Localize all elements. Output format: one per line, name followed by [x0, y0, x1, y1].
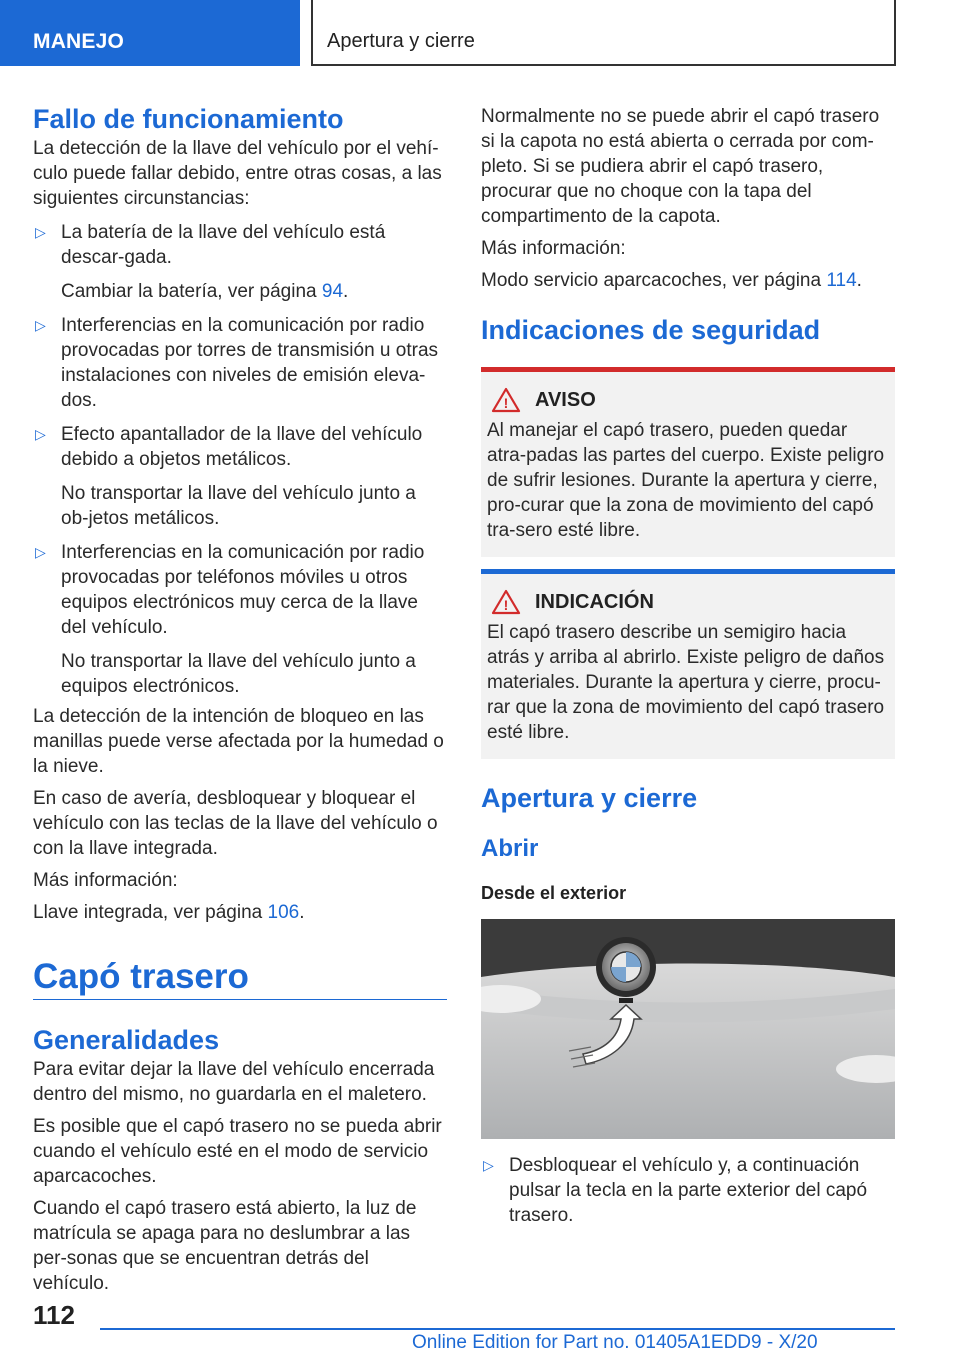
svg-text:!: !: [503, 395, 509, 411]
heading-seguridad: Indicaciones de seguridad: [481, 315, 821, 345]
section-tab: MANEJO: [0, 0, 300, 66]
bullet-icon: ▷: [35, 224, 46, 240]
list-item: [33, 220, 447, 304]
heading-exterior: Desde el exterior: [481, 883, 627, 903]
bullet-text: Interferencias en la comunicación por radio provocadas por torres de transmisión u otras instalaciones con niveles de emisión eleva-dos.: [61, 315, 439, 411]
left-column: [33, 100, 447, 1296]
gen-para-1: Para evitar dejar la llave del vehículo encerrada dentro del mismo, no guardarla en el maletero.: [33, 1059, 435, 1105]
indicacion-label: INDICACIÓN: [535, 591, 654, 613]
sub-text: Cambiar la batería, ver página: [61, 281, 322, 302]
svg-text:!: !: [503, 597, 509, 613]
mas-info-label: Más información:: [33, 870, 178, 891]
list-item: [481, 1153, 895, 1228]
chapter-title: Apertura y cierre: [311, 0, 896, 66]
bullet-subtext: No transportar la llave del vehículo junto a ob-jetos metálicos.: [61, 483, 416, 529]
fallo-intro: La detección de la llave del vehículo por el vehí-culo puede fallar debido, entre otras cosas, a las siguientes circunstancias:: [33, 138, 442, 209]
para-bloqueo: La detección de la intención de bloqueo en las manillas puede verse afectada por la humedad o la nieve.: [33, 706, 444, 777]
footer-rule: [100, 1328, 895, 1330]
ref-end: .: [856, 270, 862, 291]
indicacion-box: [481, 569, 895, 759]
list-item: [33, 313, 447, 413]
modo-reference: [481, 268, 895, 293]
gen-para-3: Cuando el capó trasero está abierto, la luz de matrícula se apaga para no deslumbrar a las per-sonas que se encuentran detrás del vehículo.: [33, 1198, 417, 1294]
right-column: [481, 104, 895, 1228]
gen-para-2: Es posible que el capó trasero no se pueda abrir cuando el vehículo esté en el modo de servicio aparcacoches.: [33, 1116, 442, 1187]
llave-reference: [33, 900, 447, 925]
page-link-106[interactable]: 106: [267, 902, 300, 923]
aviso-label: AVISO: [535, 389, 596, 411]
bullet-icon: ▷: [35, 426, 46, 442]
list-item: [33, 540, 447, 699]
bullet-text: Efecto apantallador de la llave del vehículo debido a objetos metálicos.: [61, 424, 423, 470]
edition-text: Online Edition for Part no. 01405A1EDD9 - X/20: [412, 1332, 818, 1353]
bullet-subtext: [61, 279, 447, 304]
ref-end: .: [299, 902, 305, 923]
bullet-text: Interferencias en la comunicación por radio provocadas por teléfonos móviles u otros equipos electrónicos muy cerca de la llave del vehículo.: [61, 542, 425, 638]
indicacion-header: [487, 588, 889, 616]
heading-apertura: Apertura y cierre: [481, 783, 698, 813]
ref-text: Llave integrada, ver página: [33, 902, 268, 923]
ref-text: Modo servicio aparcacoches, ver página: [481, 270, 827, 291]
bullet-subtext: No transportar la llave del vehículo junto a equipos electrónicos.: [61, 651, 416, 697]
bullet-icon: ▷: [483, 1157, 494, 1173]
heading-capo: Capó trasero: [33, 957, 249, 996]
bullet-icon: ▷: [35, 544, 46, 560]
trunk-button-photo: [481, 919, 895, 1139]
page-link-114[interactable]: 114: [826, 270, 857, 291]
bullet-text: Desbloquear el vehículo y, a continuación pulsar la tecla en la parte exterior del capó trasero.: [509, 1155, 868, 1226]
heading-generalidades: Generalidades: [33, 1025, 220, 1055]
page-number: 112: [33, 1300, 75, 1330]
aviso-header: [487, 386, 889, 414]
para-averia: En caso de avería, desbloquear y bloquear el vehículo con las teclas de la llave del vehículo o con la llave integrada.: [33, 788, 438, 859]
list-item: [33, 422, 447, 531]
page-link-94[interactable]: 94: [321, 281, 344, 302]
warning-triangle-icon: [491, 589, 521, 615]
page-header: [0, 0, 960, 66]
aviso-text: Al manejar el capó trasero, pueden quedar atra-padas las partes del cuerpo. Existe peligro de sufrir lesiones. Durante la apertura y cierre, pro-curar que la zona de movimiento del capó tra-sero esté libre.: [487, 420, 885, 541]
bullet-icon: ▷: [35, 317, 46, 333]
trunk-illustration: [481, 919, 895, 1139]
aviso-box: [481, 367, 895, 557]
bullet-text: La batería de la llave del vehículo está descar-gada.: [61, 222, 386, 268]
indicacion-text: El capó trasero describe un semigiro hacia atrás y arriba al abrirlo. Existe peligro de daños materiales. Durante la apertura y cierre, procu-rar que la zona de movimiento del capó trasero esté libre.: [487, 622, 885, 743]
warning-triangle-icon: [491, 387, 521, 413]
heading-abrir: Abrir: [481, 835, 539, 862]
heading-rule: [33, 999, 447, 1000]
sub-end: .: [343, 281, 349, 302]
heading-fallo: Fallo de funcionamiento: [33, 104, 344, 134]
para-normal: Normalmente no se puede abrir el capó trasero si la capota no está abierta o cerrada por com-pleto. Si se pudiera abrir el capó trasero, procurar que no choque con la tapa del compartimento de la capota.: [481, 106, 880, 227]
mas-info-label: Más información:: [481, 238, 626, 259]
